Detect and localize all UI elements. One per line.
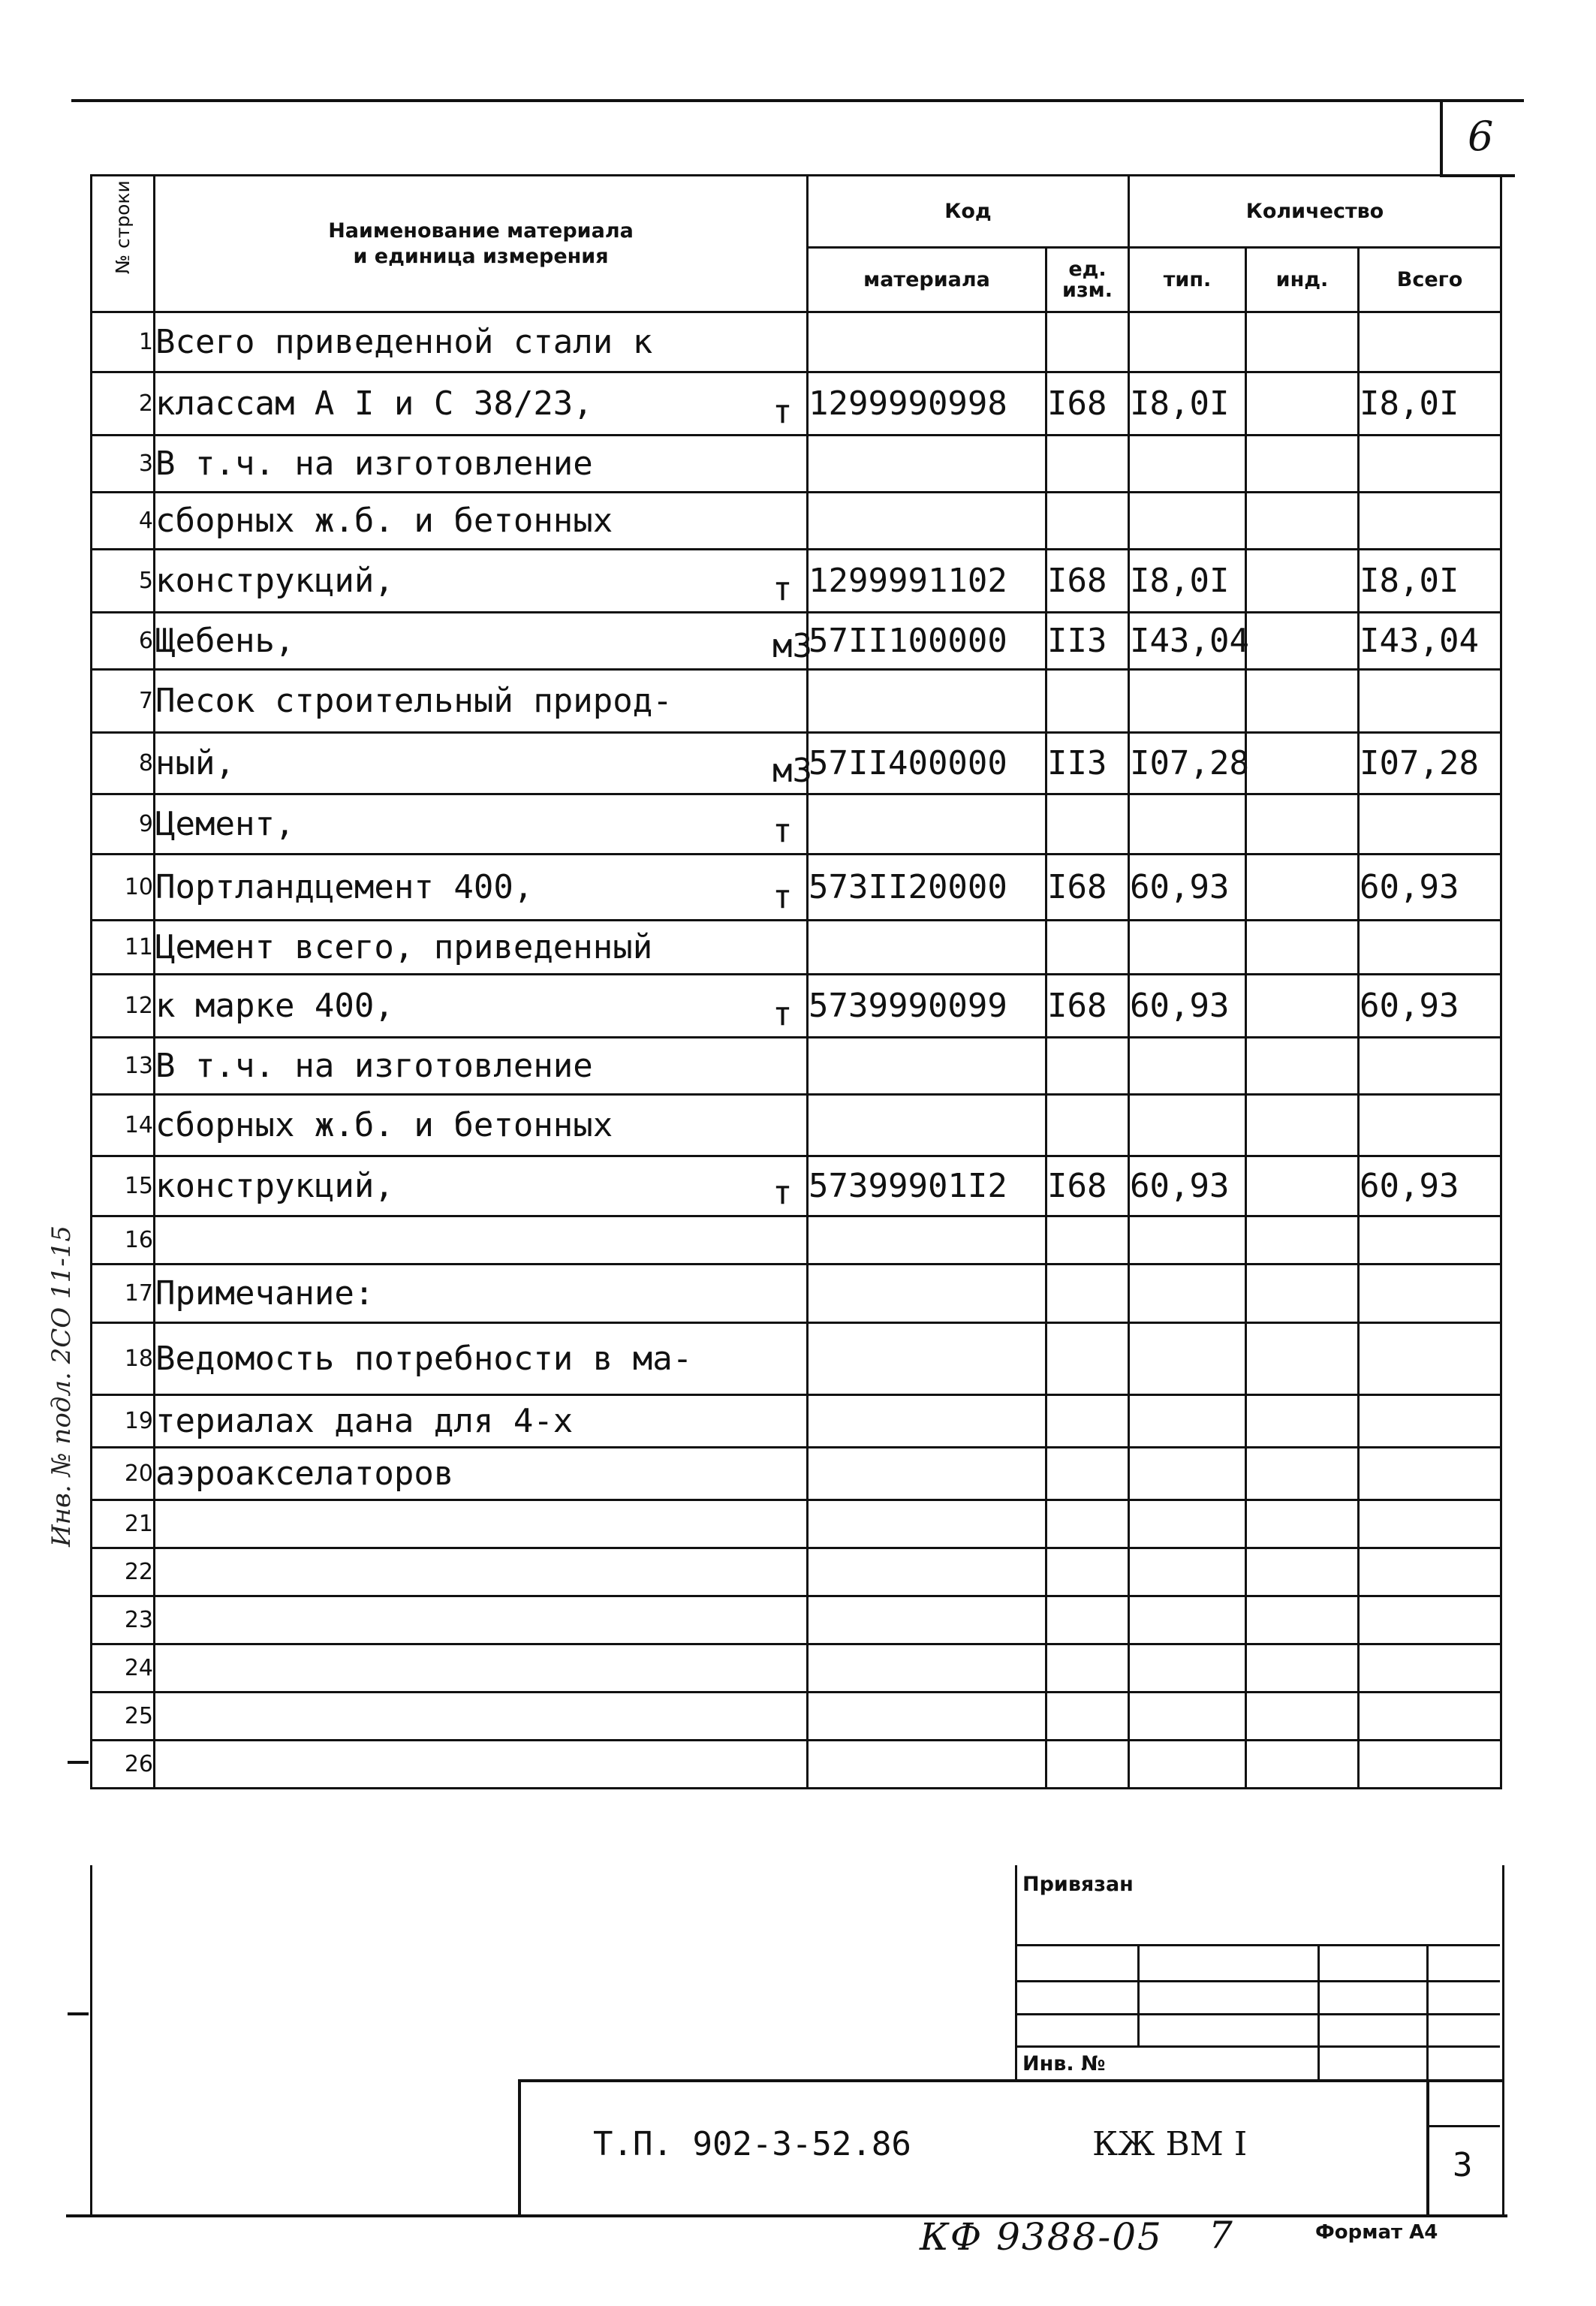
qty-total-cell [1359, 1548, 1501, 1596]
privyazan-label: Привязан [1022, 1873, 1134, 1896]
table-row [92, 975, 1501, 1038]
material-name-text: Щебень, [155, 622, 295, 660]
material-code-cell: 1299990998 [808, 372, 1046, 436]
table-row [92, 613, 1501, 670]
material-name-cell [155, 372, 808, 436]
sheet-number: 3 [1453, 2146, 1473, 2184]
material-name-cell [155, 312, 808, 372]
qty-typ-cell [1129, 1500, 1246, 1548]
qty-ind-cell [1246, 1395, 1359, 1448]
side-stamp-text: Инв. № подл. 2СО 11-15 [47, 1225, 77, 1547]
qty-typ-cell [1129, 1038, 1246, 1095]
row-number-cell: 14 [92, 1095, 155, 1156]
material-name-cell [155, 670, 808, 733]
material-name-cell [155, 1448, 808, 1500]
material-unit-text: т [772, 878, 793, 916]
qty-total-cell: I8,0I [1359, 372, 1501, 436]
stamp-line [1137, 1944, 1140, 2045]
material-code-cell: 573II20000 [808, 855, 1046, 921]
material-name-cell [155, 1596, 808, 1644]
header-qty-total: Всего [1359, 248, 1501, 312]
material-name-text: сборных ж.б. и бетонных [155, 502, 613, 540]
qty-total-cell [1359, 1095, 1501, 1156]
material-code-cell [808, 312, 1046, 372]
material-unit-text: м3 [772, 627, 812, 665]
header-code: Код [808, 176, 1129, 248]
document-mark: КЖ ВМ I [1092, 2125, 1248, 2163]
qty-typ-cell [1129, 1323, 1246, 1395]
qty-typ-cell: I8,0I [1129, 372, 1246, 436]
qty-total-cell [1359, 1596, 1501, 1644]
qty-ind-cell [1246, 1644, 1359, 1693]
material-name-text: Цемент всего, приведенный [155, 928, 653, 966]
qty-ind-cell [1246, 372, 1359, 436]
material-code-cell [808, 921, 1046, 975]
archive-number: 7 [1209, 2214, 1233, 2257]
table-body [92, 312, 1501, 1789]
material-name-cell [155, 1156, 808, 1216]
table-row [92, 1644, 1501, 1693]
sheet-cell-split [1426, 2125, 1500, 2127]
qty-total-cell [1359, 1395, 1501, 1448]
qty-typ-cell [1129, 1644, 1246, 1693]
row-number-cell: 7 [92, 670, 155, 733]
qty-total-cell [1359, 670, 1501, 733]
material-name-cell [155, 733, 812, 794]
qty-ind-cell [1246, 1216, 1359, 1265]
qty-typ-cell: 60,93 [1129, 855, 1246, 921]
table-row [92, 921, 1501, 975]
qty-typ-cell: I43,04 [1129, 613, 1246, 670]
material-name-cell [155, 1323, 808, 1395]
material-code-cell [808, 1693, 1046, 1741]
qty-total-cell: I43,04 [1359, 613, 1501, 670]
unit-code-cell [1046, 921, 1129, 975]
unit-code-cell [1046, 1095, 1129, 1156]
qty-typ-cell [1129, 1741, 1246, 1789]
qty-total-cell [1359, 312, 1501, 372]
qty-total-cell [1359, 1216, 1501, 1265]
row-number-cell: 13 [92, 1038, 155, 1095]
material-name-text: ный, [155, 744, 235, 782]
unit-code-cell [1046, 1596, 1129, 1644]
qty-typ-cell [1129, 1216, 1246, 1265]
unit-code-cell [1046, 1265, 1129, 1323]
qty-typ-cell [1129, 312, 1246, 372]
unit-code-cell [1046, 1038, 1129, 1095]
unit-code-cell: I68 [1046, 372, 1129, 436]
material-code-cell [808, 1395, 1046, 1448]
row-number-cell: 5 [92, 550, 155, 613]
table-row [92, 312, 1501, 372]
row-number-cell: 10 [92, 855, 155, 921]
material-code-cell: 57399901I2 [808, 1156, 1046, 1216]
header-name-line2: и единица измерения [353, 244, 609, 268]
qty-ind-cell [1246, 921, 1359, 975]
qty-ind-cell [1246, 550, 1359, 613]
qty-total-cell [1359, 1265, 1501, 1323]
row-number-cell: 8 [92, 733, 155, 794]
qty-total-cell: I07,28 [1359, 733, 1501, 794]
material-name-cell [155, 1038, 808, 1095]
qty-ind-cell [1246, 1095, 1359, 1156]
document-code: Т.П. 902-3-52.86 [593, 2125, 911, 2163]
qty-ind-cell [1246, 1156, 1359, 1216]
material-name-cell [155, 1644, 808, 1693]
material-unit-text: м3 [772, 752, 812, 790]
table-row [92, 550, 1501, 613]
table-row [92, 855, 1501, 921]
qty-ind-cell [1246, 1038, 1359, 1095]
archive-code: КФ 9388-05 [920, 2215, 1163, 2259]
table-row [92, 436, 1501, 493]
inventory-label: Инв. № [1022, 2052, 1106, 2075]
qty-total-cell [1359, 1644, 1501, 1693]
row-number-cell: 15 [92, 1156, 155, 1216]
material-name-cell [155, 921, 808, 975]
unit-code-cell [1046, 1644, 1129, 1693]
table-row [92, 1395, 1501, 1448]
qty-typ-cell: I8,0I [1129, 550, 1246, 613]
unit-code-cell: II3 [1046, 733, 1129, 794]
qty-typ-cell [1129, 1395, 1246, 1448]
material-code-cell: 5739990099 [808, 975, 1046, 1038]
row-number-cell: 12 [92, 975, 155, 1038]
material-unit-text: т [772, 1174, 793, 1212]
qty-total-cell [1359, 493, 1501, 550]
qty-ind-cell [1246, 733, 1359, 794]
qty-total-cell: I8,0I [1359, 550, 1501, 613]
qty-typ-cell [1129, 1095, 1246, 1156]
material-name-text: териалах дана для 4-х [155, 1402, 574, 1440]
unit-code-cell [1046, 436, 1129, 493]
table-row [92, 1448, 1501, 1500]
row-number-cell: 17 [92, 1265, 155, 1323]
qty-total-cell [1359, 1741, 1501, 1789]
table-row [92, 1265, 1501, 1323]
header-name-line1: Наименование материала [328, 219, 634, 243]
material-unit-text: т [772, 393, 793, 431]
qty-ind-cell [1246, 1741, 1359, 1789]
margin-tick [68, 1761, 89, 1764]
unit-code-cell: II3 [1046, 613, 1129, 670]
table-row [92, 493, 1501, 550]
corner-number: 6 [1468, 113, 1494, 160]
qty-ind-cell [1246, 794, 1359, 855]
material-name-text: аэроакселаторов [155, 1454, 454, 1493]
material-name-cell [155, 493, 808, 550]
qty-typ-cell [1129, 1448, 1246, 1500]
unit-code-cell [1046, 1216, 1129, 1265]
table-row [92, 1596, 1501, 1644]
header-qty-typ: тип. [1129, 248, 1246, 312]
table-row [92, 670, 1501, 733]
table-row [92, 1156, 1501, 1216]
qty-total-cell: 60,93 [1359, 855, 1501, 921]
row-number-cell: 26 [92, 1741, 155, 1789]
qty-total-cell: 60,93 [1359, 1156, 1501, 1216]
qty-ind-cell [1246, 1323, 1359, 1395]
material-name-cell [155, 1548, 808, 1596]
table-row [92, 1323, 1501, 1395]
header-qty-ind: инд. [1246, 248, 1359, 312]
qty-typ-cell [1129, 670, 1246, 733]
material-name-cell [155, 1395, 808, 1448]
qty-typ-cell [1129, 436, 1246, 493]
qty-ind-cell [1246, 436, 1359, 493]
row-number-cell: 3 [92, 436, 155, 493]
unit-code-cell [1046, 312, 1129, 372]
material-code-cell [808, 1095, 1046, 1156]
row-number-cell: 22 [92, 1548, 155, 1596]
qty-total-cell [1359, 1693, 1501, 1741]
qty-typ-cell [1129, 1265, 1246, 1323]
material-name-cell [155, 613, 812, 670]
row-number-cell: 21 [92, 1500, 155, 1548]
material-unit-text: т [772, 570, 793, 608]
material-name-text: Ведомость потребности в ма- [155, 1340, 693, 1378]
table-row [92, 1693, 1501, 1741]
qty-ind-cell [1246, 1693, 1359, 1741]
material-code-cell [808, 1644, 1046, 1693]
material-code-cell [808, 1265, 1046, 1323]
material-name-cell [155, 1095, 808, 1156]
unit-code-cell [1046, 670, 1129, 733]
material-name-text: Цемент, [155, 805, 295, 843]
qty-ind-cell [1246, 312, 1359, 372]
qty-total-cell [1359, 436, 1501, 493]
qty-ind-cell [1246, 670, 1359, 733]
table-row [92, 1038, 1501, 1095]
side-inventory-stamp [39, 1021, 84, 1562]
qty-typ-cell [1129, 1548, 1246, 1596]
material-name-cell [155, 855, 808, 921]
row-number-cell: 6 [92, 613, 155, 670]
qty-total-cell [1359, 1448, 1501, 1500]
paper-format: Формат А4 [1315, 2221, 1438, 2244]
material-code-cell [808, 1596, 1046, 1644]
qty-typ-cell [1129, 794, 1246, 855]
qty-typ-cell [1129, 1693, 1246, 1741]
row-number-cell: 20 [92, 1448, 155, 1500]
stamp-line [1426, 1944, 1429, 2079]
material-name-cell [155, 975, 808, 1038]
qty-total-cell: 60,93 [1359, 975, 1501, 1038]
table-row [92, 1741, 1501, 1789]
qty-typ-cell [1129, 493, 1246, 550]
material-code-cell [808, 1741, 1046, 1789]
unit-code-cell [1046, 1448, 1129, 1500]
table-row [92, 1095, 1501, 1156]
header-unit-line2: изм. [1062, 278, 1113, 302]
unit-code-cell [1046, 1500, 1129, 1548]
material-name-text: В т.ч. на изготовление [155, 445, 593, 483]
row-number-cell: 24 [92, 1644, 155, 1693]
material-code-cell [808, 1448, 1046, 1500]
header-quantity: Количество [1129, 176, 1501, 248]
material-name-cell [155, 1741, 808, 1789]
qty-total-cell [1359, 794, 1501, 855]
material-code-cell [808, 1500, 1046, 1548]
row-number-cell: 2 [92, 372, 155, 436]
row-number-cell: 19 [92, 1395, 155, 1448]
material-unit-text: т [772, 995, 793, 1033]
material-name-cell [155, 1693, 808, 1741]
material-code-cell [808, 1038, 1046, 1095]
qty-typ-cell: 60,93 [1129, 1156, 1246, 1216]
qty-ind-cell [1246, 1265, 1359, 1323]
material-code-cell [808, 1323, 1046, 1395]
material-code-cell [808, 436, 1046, 493]
qty-typ-cell [1129, 921, 1246, 975]
unit-code-cell [1046, 1741, 1129, 1789]
header-unit-line1: ед. [1068, 257, 1107, 281]
unit-code-cell: I68 [1046, 1156, 1129, 1216]
qty-total-cell [1359, 1323, 1501, 1395]
table-row [92, 1548, 1501, 1596]
unit-code-cell [1046, 1693, 1129, 1741]
header-material-name [155, 176, 808, 312]
material-name-text: В т.ч. на изготовление [155, 1047, 593, 1085]
material-name-text: к марке 400, [155, 987, 394, 1025]
material-name-text: классам А I и С 38/23, [155, 384, 593, 423]
material-name-text: Песок строительный природ- [155, 682, 673, 720]
row-number-cell: 4 [92, 493, 155, 550]
row-number-cell: 11 [92, 921, 155, 975]
row-number-cell: 25 [92, 1693, 155, 1741]
qty-total-cell [1359, 1038, 1501, 1095]
unit-code-cell: I68 [1046, 550, 1129, 613]
top-frame-line [71, 99, 1524, 102]
material-name-cell [155, 436, 808, 493]
unit-code-cell: I68 [1046, 975, 1129, 1038]
unit-code-cell [1046, 1548, 1129, 1596]
unit-code-cell [1046, 794, 1129, 855]
material-name-cell [155, 550, 808, 613]
table-row [92, 794, 1501, 855]
header-row-number: № строки [92, 176, 155, 312]
table-row [92, 1216, 1501, 1265]
row-number-cell: 1 [92, 312, 155, 372]
qty-ind-cell [1246, 1500, 1359, 1548]
material-code-cell: 57II400000 [808, 733, 1046, 794]
row-number-cell: 16 [92, 1216, 155, 1265]
stamp-line [1317, 1944, 1320, 2079]
material-name-text: Всего приведенной стали к [155, 323, 653, 361]
material-name-text: сборных ж.б. и бетонных [155, 1106, 613, 1144]
row-number-cell: 9 [92, 794, 155, 855]
table-row [92, 733, 1501, 794]
qty-ind-cell [1246, 1596, 1359, 1644]
qty-typ-cell: I07,28 [1129, 733, 1246, 794]
material-code-cell [808, 1548, 1046, 1596]
unit-code-cell: I68 [1046, 855, 1129, 921]
header-code-material: материала [808, 248, 1046, 312]
qty-ind-cell [1246, 493, 1359, 550]
material-code-cell: 1299991102 [808, 550, 1046, 613]
material-code-cell [808, 670, 1046, 733]
qty-ind-cell [1246, 613, 1359, 670]
material-name-cell [155, 794, 808, 855]
row-number-cell: 23 [92, 1596, 155, 1644]
material-name-text: конструкций, [155, 1167, 394, 1205]
table-row [92, 1500, 1501, 1548]
qty-ind-cell [1246, 1448, 1359, 1500]
material-name-cell [155, 1265, 808, 1323]
qty-total-cell [1359, 1500, 1501, 1548]
unit-code-cell [1046, 1395, 1129, 1448]
qty-ind-cell [1246, 975, 1359, 1038]
material-unit-text: т [772, 812, 793, 850]
material-name-text: Примечание: [155, 1274, 375, 1313]
material-name-cell [155, 1500, 808, 1548]
header-code-unit [1046, 248, 1129, 312]
material-name-text: Портландцемент 400, [155, 868, 534, 906]
material-code-cell [808, 1216, 1046, 1265]
qty-typ-cell: 60,93 [1129, 975, 1246, 1038]
material-name-cell [155, 1216, 808, 1265]
bottom-frame-line [66, 2214, 1507, 2217]
material-code-cell [808, 493, 1046, 550]
material-code-cell [808, 794, 1046, 855]
table-row [92, 372, 1501, 436]
qty-ind-cell [1246, 855, 1359, 921]
row-number-cell: 18 [92, 1323, 155, 1395]
unit-code-cell [1046, 1323, 1129, 1395]
materials-table [90, 174, 1502, 1789]
qty-typ-cell [1129, 1596, 1246, 1644]
margin-tick [68, 2012, 89, 2015]
qty-ind-cell [1246, 1548, 1359, 1596]
material-name-text: конструкций, [155, 562, 394, 600]
qty-total-cell [1359, 921, 1501, 975]
unit-code-cell [1046, 493, 1129, 550]
material-code-cell: 57II100000 [808, 613, 1046, 670]
